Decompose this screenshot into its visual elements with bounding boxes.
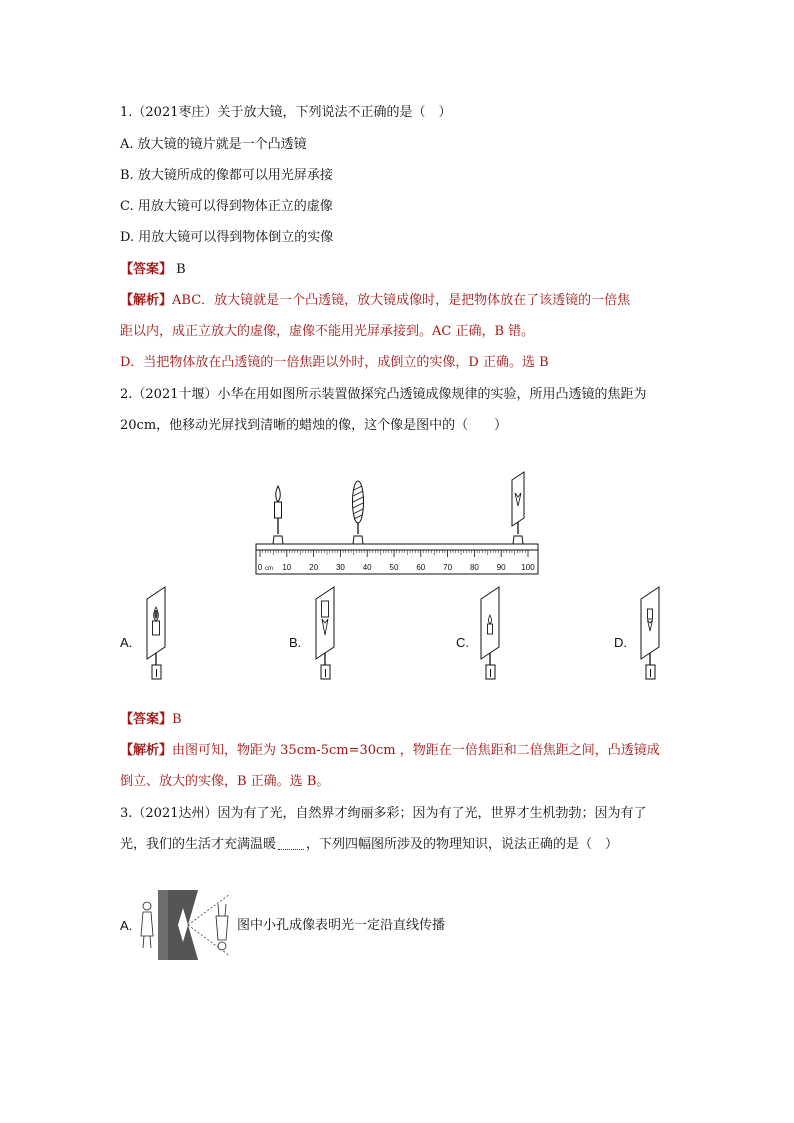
analysis-text: 由图可知，物距为 35cm-5cm=30cm ，物距在一倍焦距和二倍焦距之间，凸透镜成 bbox=[172, 743, 660, 758]
q1-option-b: B. 放大镜所成的像都可以用光屏承接 bbox=[120, 168, 333, 183]
ruler-label: cm bbox=[265, 566, 273, 572]
q1-option-c: C. 用放大镜可以得到物体正立的虚像 bbox=[120, 199, 333, 214]
option-c-screen-figure bbox=[477, 585, 507, 695]
q3-option-label-a: A. bbox=[120, 918, 133, 933]
pinhole-camera-figure bbox=[138, 890, 234, 960]
ruler-label: 70 bbox=[443, 563, 453, 572]
q1-option-d: D. 用放大镜可以得到物体倒立的实像 bbox=[120, 230, 334, 245]
q2-analysis-line-1 bbox=[120, 743, 660, 759]
ruler-label: 30 bbox=[335, 563, 345, 572]
q3-stem-line-2 bbox=[120, 837, 618, 853]
ruler-label: 50 bbox=[389, 563, 399, 572]
q1-stem: 1.（2021枣庄）关于放大镜，下列说法不正确的是（ ） bbox=[120, 105, 452, 120]
q2-option-label-c: C. bbox=[456, 635, 469, 650]
option-b-screen-figure bbox=[312, 585, 342, 695]
q3-stem-part-a: 光，我们的生活才充满温暖 bbox=[120, 837, 277, 852]
ruler-label: 40 bbox=[362, 563, 372, 572]
q2-option-label-b: B. bbox=[289, 635, 302, 650]
q2-stem-line-1: 2.（2021十堰）小华在用如图所示装置做探究凸透镜成像规律的实验，所用凸透镜的焦距为 bbox=[120, 387, 647, 402]
q1-analysis-line-2: 距以内，成正立放大的虚像，虚像不能用光屏承接到。AC 正确，B 错。 bbox=[120, 324, 535, 339]
q1-option-a: A. 放大镜的镜片就是一个凸透镜 bbox=[120, 137, 307, 152]
ruler-label: 20 bbox=[309, 563, 319, 572]
q3-stem-line-1: 3.（2021达州）因为有了光，自然界才绚丽多彩；因为有了光，世界才生机勃勃；因为有了 bbox=[120, 806, 647, 821]
optical-rail bbox=[256, 544, 538, 550]
convex-lens-icon bbox=[353, 481, 364, 544]
answer-label: 【答案】 bbox=[120, 262, 173, 277]
ruler-label: 100 bbox=[521, 563, 535, 572]
ruler-label: 10 bbox=[282, 563, 292, 572]
q1-analysis-line-3: D．当把物体放在凸透镜的一倍焦距以外时，成倒立的实像，D 正确。选 B bbox=[120, 355, 549, 370]
ruler-label: 0 bbox=[257, 563, 263, 572]
person-figure-icon bbox=[141, 902, 153, 948]
analysis-text: ABC．放大镜就是一个凸透镜，放大镜成像时，是把物体放在了该透镜的一倍焦 bbox=[172, 293, 631, 308]
q3-stem-part-b: ，下列四幅图所涉及的物理知识，说法正确的是（ ） bbox=[306, 837, 619, 852]
optical-bench-figure bbox=[250, 478, 550, 578]
q1-answer bbox=[120, 262, 186, 278]
blank-underline bbox=[278, 837, 304, 850]
q2-answer bbox=[120, 712, 182, 728]
analysis-label: 【解析】 bbox=[120, 293, 173, 308]
candle-icon bbox=[273, 486, 283, 544]
analysis-label: 【解析】 bbox=[120, 743, 173, 758]
option-a-screen-figure bbox=[143, 585, 173, 695]
inverted-image-icon bbox=[216, 904, 228, 950]
q3-option-a-text: 图中小孔成像表明光一定沿直线传播 bbox=[237, 918, 446, 933]
ruler-label: 80 bbox=[469, 563, 479, 572]
q2-stem-line-2: 20cm，他移动光屏找到清晰的蜡烛的像，这个像是图中的（ ） bbox=[120, 418, 508, 433]
option-d-screen-figure bbox=[637, 585, 667, 695]
answer-value: B bbox=[172, 712, 182, 727]
q1-analysis-line-1 bbox=[120, 293, 630, 309]
answer-value: B bbox=[172, 262, 186, 277]
answer-label: 【答案】 bbox=[120, 712, 173, 727]
ruler-label: 60 bbox=[416, 563, 426, 572]
light-screen-icon bbox=[512, 472, 524, 544]
q2-option-label-d: D. bbox=[614, 635, 627, 650]
q2-analysis-line-2: 倒立、放大的实像，B 正确。选 B。 bbox=[120, 774, 330, 789]
q2-option-label-a: A. bbox=[120, 635, 133, 650]
ruler-label: 90 bbox=[496, 563, 506, 572]
